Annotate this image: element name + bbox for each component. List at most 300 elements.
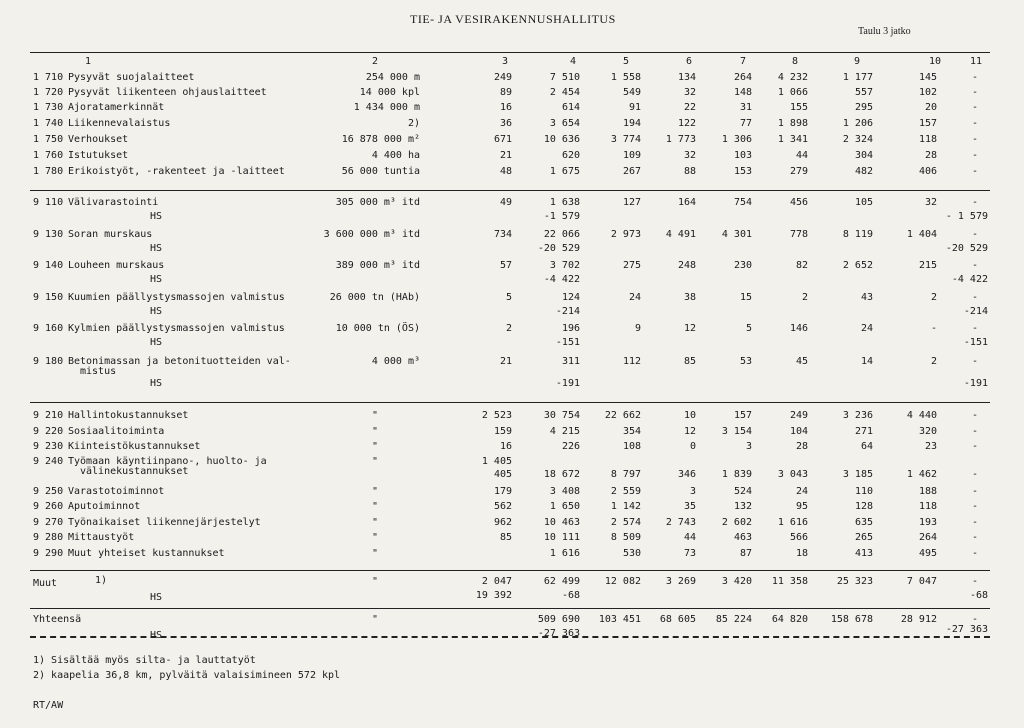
cell-c9: 2 652 <box>842 260 873 271</box>
row-code: 1 720 <box>33 87 64 98</box>
row-quantity: 254 000 m <box>365 72 420 83</box>
cell-c3: 5 <box>505 292 512 303</box>
column-number: 7 <box>740 56 747 67</box>
rule-3 <box>30 570 990 571</box>
row-quantity: 389 000 m³ itd <box>335 260 420 271</box>
rule-4 <box>30 608 990 609</box>
column-number: 9 <box>854 56 861 67</box>
hs-label: HS <box>150 211 163 222</box>
ditto-mark: " <box>372 548 379 559</box>
cell-c6: 2 743 <box>665 517 696 528</box>
cell-c7: 87 <box>739 548 752 559</box>
ditto-mark: " <box>372 517 379 528</box>
cell-c7: 77 <box>739 118 752 129</box>
cell-c11: - <box>971 118 978 129</box>
row-code: 9 220 <box>33 426 64 437</box>
cell-c4: 4 215 <box>549 426 580 437</box>
cell-c7: 463 <box>733 532 752 543</box>
cell-c7: 1 306 <box>721 134 752 145</box>
cell-c10: 28 912 <box>900 614 937 625</box>
cell-c9: 3 185 <box>842 469 873 480</box>
column-number: 4 <box>570 56 577 67</box>
row-code: 9 210 <box>33 410 64 421</box>
row-quantity: 16 878 000 m² <box>341 134 420 145</box>
row-quantity: 10 000 tn (ÖS) <box>335 323 420 334</box>
cell-c4: 10 111 <box>543 532 580 543</box>
cell-c5: 91 <box>628 102 641 113</box>
cell-c8: 2 <box>801 292 808 303</box>
cell-c3: 57 <box>499 260 512 271</box>
cell-c6: 248 <box>677 260 696 271</box>
initials: RT/AW <box>33 700 64 711</box>
cell-c7: 2 602 <box>721 517 752 528</box>
cell-c10: 264 <box>918 532 937 543</box>
cell-c3: 2 <box>505 323 512 334</box>
cell-c6: 134 <box>677 72 696 83</box>
hs-total: -20 529 <box>945 243 988 254</box>
row-code: 1 710 <box>33 72 64 83</box>
cell-c10: 118 <box>918 501 937 512</box>
cell-c4: 62 499 <box>543 576 580 587</box>
cell-c10: 406 <box>918 166 937 177</box>
cell-c8: 1 341 <box>777 134 808 145</box>
hs-value: -1 579 <box>543 211 580 222</box>
cell-c11: - <box>971 486 978 497</box>
total-label: Yhteensä <box>33 614 82 625</box>
footnote-2: 2) kaapelia 36,8 km, pylväitä valaisimineen 572 kpl <box>33 670 341 681</box>
cell-c9: 2 324 <box>842 134 873 145</box>
cell-c3: 89 <box>499 87 512 98</box>
cell-c9: 24 <box>860 323 873 334</box>
cell-c4: 1 675 <box>549 166 580 177</box>
cell-c5: 2 574 <box>610 517 641 528</box>
cell-c8: 28 <box>795 441 808 452</box>
row-quantity: 56 000 tuntia <box>341 166 420 177</box>
cell-c11: - <box>971 614 978 625</box>
row-label: Sosiaalitoiminta <box>68 426 165 437</box>
row-code: 9 290 <box>33 548 64 559</box>
hs-value: -27 363 <box>537 628 580 639</box>
ditto-mark: " <box>372 501 379 512</box>
cell-c10: 1 404 <box>906 229 937 240</box>
cell-c6: 22 <box>683 102 696 113</box>
cell-c4: 10 463 <box>543 517 580 528</box>
cell-c6: 12 <box>683 323 696 334</box>
cell-c8: 456 <box>789 197 808 208</box>
row-label: Aputoiminnot <box>68 501 141 512</box>
rule-dashed <box>30 636 990 638</box>
muut-label: Muut <box>33 578 58 589</box>
row-code: 9 280 <box>33 532 64 543</box>
hs-value: 19 392 <box>475 590 512 601</box>
cell-c7: 4 301 <box>721 229 752 240</box>
cell-c6: 1 773 <box>665 134 696 145</box>
cell-c4: 1 616 <box>549 548 580 559</box>
cell-c7: 3 420 <box>721 576 752 587</box>
row-label: Betonimassan ja betonituotteiden val- <box>68 356 291 367</box>
cell-c3: 562 <box>493 501 512 512</box>
cell-c3: 16 <box>499 102 512 113</box>
cell-c10: 32 <box>924 197 937 208</box>
cell-c6: 73 <box>683 548 696 559</box>
rule-1 <box>30 190 990 191</box>
cell-c6: 88 <box>683 166 696 177</box>
cell-c11: - <box>971 576 978 587</box>
cell-c8: 155 <box>789 102 808 113</box>
row-label-continued: välinekustannukset <box>80 466 189 477</box>
cell-c7: 157 <box>733 410 752 421</box>
row-label-continued: mistus <box>80 366 117 377</box>
cell-c7: 5 <box>745 323 752 334</box>
cell-c9: 413 <box>854 548 873 559</box>
column-number: 1 <box>85 56 92 67</box>
cell-c9: 110 <box>854 486 873 497</box>
cell-c7: 148 <box>733 87 752 98</box>
cell-c10: 4 440 <box>906 410 937 421</box>
footnote-1: 1) Sisältää myös silta- ja lauttatyöt <box>33 655 256 666</box>
cell-c9: 635 <box>854 517 873 528</box>
cell-c10: 2 <box>930 356 937 367</box>
cell-c4: 18 672 <box>543 469 580 480</box>
cell-c8: 95 <box>795 501 808 512</box>
cell-c7: 3 154 <box>721 426 752 437</box>
cell-c4: 509 690 <box>537 614 580 625</box>
cell-c7: 264 <box>733 72 752 83</box>
cell-c4: 2 454 <box>549 87 580 98</box>
hs-label: HS <box>150 274 163 285</box>
cell-c11: - <box>971 501 978 512</box>
cell-c11: - <box>971 410 978 421</box>
hs-total: -151 <box>963 337 988 348</box>
cell-c5: 127 <box>622 197 641 208</box>
cell-c7: 3 <box>745 441 752 452</box>
cell-c11: - <box>971 197 978 208</box>
cell-c9: 271 <box>854 426 873 437</box>
cell-c8: 44 <box>795 150 808 161</box>
cell-c5: 1 558 <box>610 72 641 83</box>
ditto-mark: " <box>372 614 379 625</box>
cell-c6: 68 605 <box>659 614 696 625</box>
cell-c7: 85 224 <box>715 614 752 625</box>
cell-c3: 249 <box>493 72 512 83</box>
row-label: Kylmien päällystysmassojen valmistus <box>68 323 285 334</box>
cell-c7: 1 839 <box>721 469 752 480</box>
cell-c10: - <box>930 323 937 334</box>
cell-c3: 2 047 <box>481 576 512 587</box>
cell-c5: 8 509 <box>610 532 641 543</box>
cell-c3: 36 <box>499 118 512 129</box>
cell-c9: 304 <box>854 150 873 161</box>
cell-c5: 103 451 <box>598 614 641 625</box>
cell-c3: 962 <box>493 517 512 528</box>
cell-c3: 21 <box>499 356 512 367</box>
cell-c5: 3 774 <box>610 134 641 145</box>
row-label: Varastotoiminnot <box>68 486 165 497</box>
row-code: 9 130 <box>33 229 64 240</box>
cell-c11: - <box>971 229 978 240</box>
cell-c3: 85 <box>499 532 512 543</box>
cell-c8: 82 <box>795 260 808 271</box>
row-label: Kuumien päällystysmassojen valmistus <box>68 292 285 303</box>
row-code: 9 270 <box>33 517 64 528</box>
ditto-mark: " <box>372 456 379 467</box>
cell-c8: 4 232 <box>777 72 808 83</box>
cell-c4: 22 066 <box>543 229 580 240</box>
row-code: 1 780 <box>33 166 64 177</box>
cell-c11: - <box>971 134 978 145</box>
muut-footnote-ref: 1) <box>95 575 108 586</box>
cell-c11: - <box>971 532 978 543</box>
cell-c3-upper: 1 405 <box>481 456 512 467</box>
row-label: Verhoukset <box>68 134 129 145</box>
ditto-mark: " <box>372 576 379 587</box>
cell-c9: 25 323 <box>836 576 873 587</box>
cell-c9: 295 <box>854 102 873 113</box>
cell-c4: 196 <box>561 323 580 334</box>
table-ref: Taulu 3 jatko <box>858 26 911 37</box>
cell-c10: 188 <box>918 486 937 497</box>
row-quantity: 4 400 ha <box>371 150 420 161</box>
row-code: 1 740 <box>33 118 64 129</box>
cell-c4: 3 408 <box>549 486 580 497</box>
cell-c8: 1 898 <box>777 118 808 129</box>
cell-c7: 230 <box>733 260 752 271</box>
cell-c5: 1 142 <box>610 501 641 512</box>
row-label: Kiinteistökustannukset <box>68 441 201 452</box>
cell-c6: 3 <box>689 486 696 497</box>
cell-c3: 21 <box>499 150 512 161</box>
row-label: Työmaan käyntiinpano-, huolto- ja <box>68 456 267 467</box>
row-code: 9 250 <box>33 486 64 497</box>
cell-c5: 24 <box>628 292 641 303</box>
cell-c4: 620 <box>561 150 580 161</box>
hs-total: -214 <box>963 306 988 317</box>
row-quantity: 3 600 000 m³ itd <box>323 229 420 240</box>
cell-c5: 267 <box>622 166 641 177</box>
cell-c10: 193 <box>918 517 937 528</box>
cell-c3: 48 <box>499 166 512 177</box>
column-number: 6 <box>686 56 693 67</box>
row-code: 9 150 <box>33 292 64 303</box>
hs-total: -191 <box>963 378 988 389</box>
cell-c5: 2 973 <box>610 229 641 240</box>
cell-c8: 104 <box>789 426 808 437</box>
row-code: 9 230 <box>33 441 64 452</box>
row-code: 9 180 <box>33 356 64 367</box>
cell-c10: 145 <box>918 72 937 83</box>
cell-c11: - <box>971 87 978 98</box>
cell-c11: - <box>971 102 978 113</box>
row-code: 1 730 <box>33 102 64 113</box>
cell-c5: 8 797 <box>610 469 641 480</box>
cell-c11: - <box>971 517 978 528</box>
cell-c10: 7 047 <box>906 576 937 587</box>
row-code: 9 260 <box>33 501 64 512</box>
cell-c8: 18 <box>795 548 808 559</box>
cell-c5: 112 <box>622 356 641 367</box>
cell-c8: 64 820 <box>771 614 808 625</box>
row-label: Louheen murskaus <box>68 260 165 271</box>
row-label: Työnaikaiset liikennejärjestelyt <box>68 517 261 528</box>
hs-value: -214 <box>555 306 580 317</box>
hs-label: HS <box>150 630 163 641</box>
cell-c8: 146 <box>789 323 808 334</box>
cell-c7: 524 <box>733 486 752 497</box>
ditto-mark: " <box>372 410 379 421</box>
cell-c9: 3 236 <box>842 410 873 421</box>
cell-c7: 153 <box>733 166 752 177</box>
cell-c11: - <box>971 356 978 367</box>
row-label: Liikennevalaistus <box>68 118 171 129</box>
cell-c11: - <box>971 72 978 83</box>
hs-label: HS <box>150 592 163 603</box>
hs-value: -20 529 <box>537 243 580 254</box>
cell-c9: 265 <box>854 532 873 543</box>
ditto-mark: " <box>372 532 379 543</box>
cell-c9: 8 119 <box>842 229 873 240</box>
cell-c6: 32 <box>683 87 696 98</box>
cell-c5: 109 <box>622 150 641 161</box>
row-quantity: 14 000 kpl <box>359 87 420 98</box>
cell-c3: 49 <box>499 197 512 208</box>
row-quantity: 4 000 m³ <box>371 356 420 367</box>
row-label: Soran murskaus <box>68 229 153 240</box>
cell-c7: 754 <box>733 197 752 208</box>
column-number: 5 <box>623 56 630 67</box>
rule-2 <box>30 402 990 403</box>
row-label: Pysyvät suojalaitteet <box>68 72 195 83</box>
cell-c8: 778 <box>789 229 808 240</box>
agency-title: TIE- JA VESIRAKENNUSHALLITUS <box>410 12 616 26</box>
cell-c10: 102 <box>918 87 937 98</box>
cell-c8: 249 <box>789 410 808 421</box>
cell-c11: - <box>971 441 978 452</box>
cell-c9: 105 <box>854 197 873 208</box>
cell-c4: 3 702 <box>549 260 580 271</box>
cell-c9: 14 <box>860 356 873 367</box>
hs-total: -4 422 <box>951 274 988 285</box>
cell-c6: 38 <box>683 292 696 303</box>
cell-c6: 122 <box>677 118 696 129</box>
cell-c6: 35 <box>683 501 696 512</box>
cell-c11: - <box>971 292 978 303</box>
hs-label: HS <box>150 243 163 254</box>
hs-label: HS <box>150 378 163 389</box>
cell-c3: 671 <box>493 134 512 145</box>
cell-c5: 9 <box>634 323 641 334</box>
cell-c8: 1 616 <box>777 517 808 528</box>
cell-c8: 11 358 <box>771 576 808 587</box>
hs-label: HS <box>150 337 163 348</box>
cell-c11: - <box>971 150 978 161</box>
cell-c10: 1 462 <box>906 469 937 480</box>
cell-c10: 23 <box>924 441 937 452</box>
cell-c9: 43 <box>860 292 873 303</box>
cell-c9: 557 <box>854 87 873 98</box>
cell-c9: 128 <box>854 501 873 512</box>
cell-c5: 549 <box>622 87 641 98</box>
cell-c9: 1 177 <box>842 72 873 83</box>
cell-c4: 1 638 <box>549 197 580 208</box>
row-label: Erikoistyöt, -rakenteet ja -laitteet <box>68 166 285 177</box>
cell-c6: 3 269 <box>665 576 696 587</box>
row-code: 1 750 <box>33 134 64 145</box>
cell-c10: 495 <box>918 548 937 559</box>
cell-c6: 12 <box>683 426 696 437</box>
cell-c7: 53 <box>739 356 752 367</box>
cell-c5: 22 662 <box>604 410 641 421</box>
cell-c6: 0 <box>689 441 696 452</box>
cell-c10: 215 <box>918 260 937 271</box>
column-number: 8 <box>792 56 799 67</box>
cell-c7: 103 <box>733 150 752 161</box>
cell-c8: 566 <box>789 532 808 543</box>
column-number: 2 <box>372 56 379 67</box>
cell-c9: 482 <box>854 166 873 177</box>
column-number: 11 <box>970 56 983 67</box>
cell-c9: 1 206 <box>842 118 873 129</box>
row-code: 9 140 <box>33 260 64 271</box>
column-number: 10 <box>929 56 942 67</box>
cell-c8: 1 066 <box>777 87 808 98</box>
hs-total: -68 <box>969 590 988 601</box>
cell-c3: 159 <box>493 426 512 437</box>
cell-c11: - <box>971 548 978 559</box>
cell-c3: 405 <box>493 469 512 480</box>
cell-c10: 320 <box>918 426 937 437</box>
cell-c11: - <box>971 469 978 480</box>
row-label: Mittaustyöt <box>68 532 135 543</box>
hs-label: HS <box>150 306 163 317</box>
cell-c6: 4 491 <box>665 229 696 240</box>
cell-c10: 20 <box>924 102 937 113</box>
cell-c5: 194 <box>622 118 641 129</box>
cell-c4: 311 <box>561 356 580 367</box>
cell-c6: 32 <box>683 150 696 161</box>
cell-c3: 16 <box>499 441 512 452</box>
cell-c4: 614 <box>561 102 580 113</box>
row-label: Välivarastointi <box>68 197 159 208</box>
cell-c3: 734 <box>493 229 512 240</box>
row-quantity: 1 434 000 m <box>353 102 420 113</box>
hs-value: -4 422 <box>543 274 580 285</box>
cell-c8: 24 <box>795 486 808 497</box>
hs-total: -27 363 <box>945 624 988 635</box>
hs-value: -151 <box>555 337 580 348</box>
cell-c3: 179 <box>493 486 512 497</box>
cell-c11: - <box>971 323 978 334</box>
cell-c4: 3 654 <box>549 118 580 129</box>
row-label: Muut yhteiset kustannukset <box>68 548 225 559</box>
row-quantity: 2) <box>407 118 420 129</box>
row-label: Pysyvät liikenteen ohjauslaitteet <box>68 87 267 98</box>
hs-value: -68 <box>561 590 580 601</box>
cell-c3: 2 523 <box>481 410 512 421</box>
cell-c4: 10 636 <box>543 134 580 145</box>
cell-c4: 7 510 <box>549 72 580 83</box>
row-quantity: 26 000 tn (HAb) <box>329 292 420 303</box>
column-number: 3 <box>502 56 509 67</box>
cell-c9: 64 <box>860 441 873 452</box>
row-label: Istutukset <box>68 150 129 161</box>
cell-c5: 12 082 <box>604 576 641 587</box>
cell-c11: - <box>971 260 978 271</box>
row-code: 9 110 <box>33 197 64 208</box>
cell-c10: 28 <box>924 150 937 161</box>
cell-c8: 3 043 <box>777 469 808 480</box>
hs-total: - 1 579 <box>945 211 988 222</box>
cell-c4: 1 650 <box>549 501 580 512</box>
